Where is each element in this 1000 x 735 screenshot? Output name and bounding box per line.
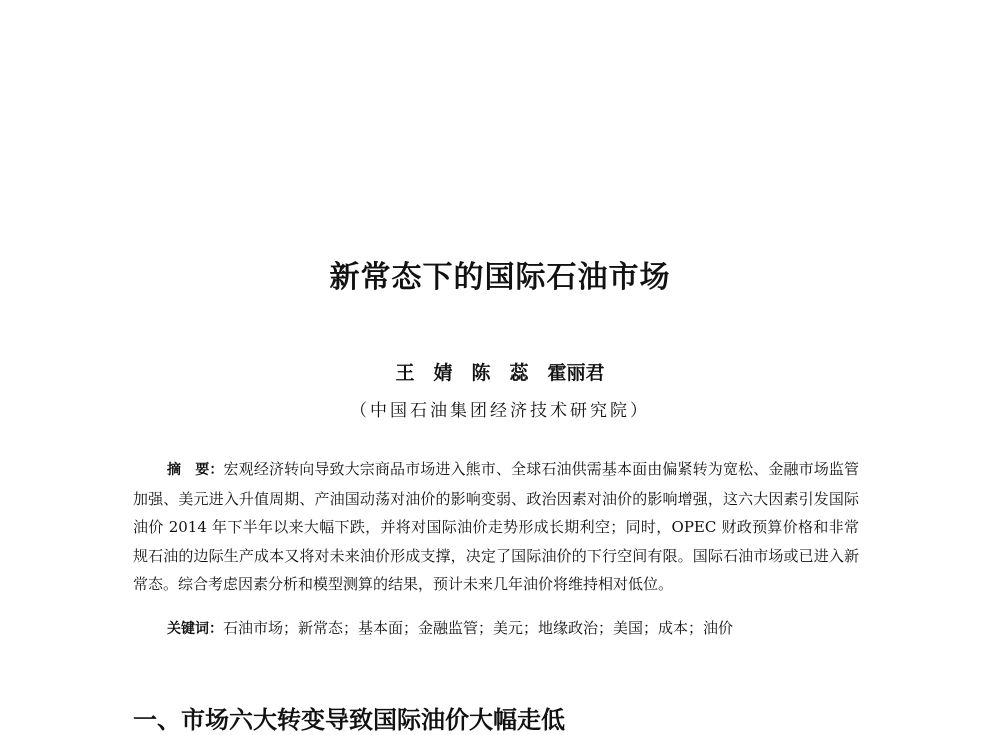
- abstract-text: 宏观经济转向导致大宗商品市场进入熊市、全球石油供需基本面由偏紧转为宽松、金融市场监管加强、美元进入升值周期、产油国动荡对油价的影响变弱、政治因素对油价的影响增强，这六大因素引发国际油价 2014 年下半年以来大幅下跌，并将对国际油价走势形成长期利空；同时，OPEC 财政预算价格和非常规石油的边际生产成本又将对未来油价形成支撑，决定了国际油价的下行空间有限。国际石油市场或已进入新常态。综合考虑因素分析和模型测算的结果，预计未来几年油价将维持相对低位。: [133, 460, 860, 593]
- keywords-label: 关键词：: [167, 621, 223, 637]
- keywords-line: [167, 617, 733, 638]
- author-affiliation: （中国石油集团经济技术研究院）: [350, 401, 650, 421]
- abstract-paragraph: [133, 455, 859, 599]
- section-heading: 一、市场六大转变导致国际油价大幅走低: [133, 706, 565, 734]
- abstract-label: 摘 要：: [167, 462, 224, 478]
- keywords-text: 石油市场；新常态；基本面；金融监管；美元；地缘政治；美国；成本；油价: [223, 619, 734, 637]
- author-list: 王 婧 陈 蕊 霍丽君: [395, 362, 605, 384]
- paper-title: 新常态下的国际石油市场: [329, 260, 671, 295]
